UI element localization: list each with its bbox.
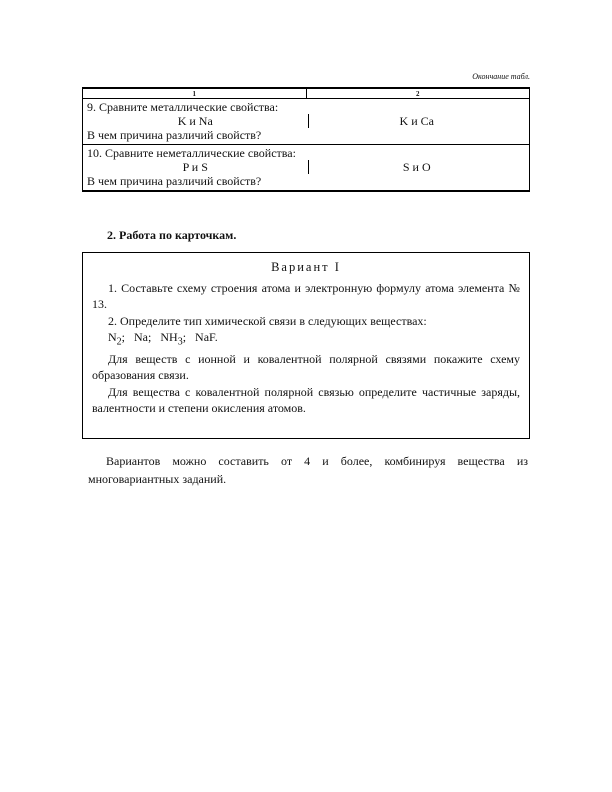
table-cell-question-9 <box>83 99 530 145</box>
task-card <box>82 252 530 439</box>
card-task-1: 1. Составьте схему строения атома и электронную формулу атома элемента № 13. <box>92 280 520 311</box>
formula-nh3 <box>160 330 187 348</box>
question-text: 10. Сравните неметаллические свойства: <box>87 146 296 160</box>
card-task-2: 2. Определите тип химической связи в следующих веществах: <box>108 313 427 328</box>
pair-left: K и Na <box>177 114 213 128</box>
formula-naf: NaF. <box>195 330 218 344</box>
table-continuation-caption: Окончание табл. <box>472 72 530 81</box>
section-title: 2. Работа по карточкам. <box>107 228 237 242</box>
comparison-table <box>82 87 530 192</box>
card-paragraph-2: Для вещества с ковалентной полярной связью определите частичные заряды, валентности и степени окисления атомов. <box>92 384 520 416</box>
comparison-pair <box>87 160 525 174</box>
formula-separator: ; <box>121 330 126 344</box>
pair-left: P и S <box>182 160 208 174</box>
card-title: Вариант I <box>271 260 341 274</box>
table-row <box>83 145 530 192</box>
formula-subscript: 2 <box>116 336 122 348</box>
card-formulas <box>92 329 520 351</box>
formula-separator: ; <box>182 330 187 344</box>
table-header-row <box>83 88 530 99</box>
column-header-1: 1 <box>83 88 307 99</box>
formula-n2 <box>108 330 126 348</box>
comparison-pair <box>87 114 525 128</box>
column-header-2: 2 <box>306 88 530 99</box>
formula-na: Na; <box>134 330 152 344</box>
table-cell-question-10 <box>83 145 530 192</box>
closing-note: Вариантов можно составить от 4 и более, комбинируя вещества из многовариантных заданий. <box>88 454 528 486</box>
followup-text: В чем причина различий свойств? <box>87 174 262 188</box>
pair-right: K и Ca <box>399 114 434 128</box>
table-row <box>83 99 530 145</box>
formula-symbol: N <box>108 330 117 344</box>
formula-symbol: NH <box>160 330 178 344</box>
followup-text: В чем причина различий свойств? <box>87 128 262 142</box>
pair-right: S и O <box>402 160 431 174</box>
card-paragraph-1: Для веществ с ионной и ковалентной полярной связями покажите схему образования связи. <box>92 351 520 383</box>
formula-subscript: 3 <box>177 336 183 348</box>
question-text: 9. Сравните металлические свойства: <box>87 100 279 114</box>
